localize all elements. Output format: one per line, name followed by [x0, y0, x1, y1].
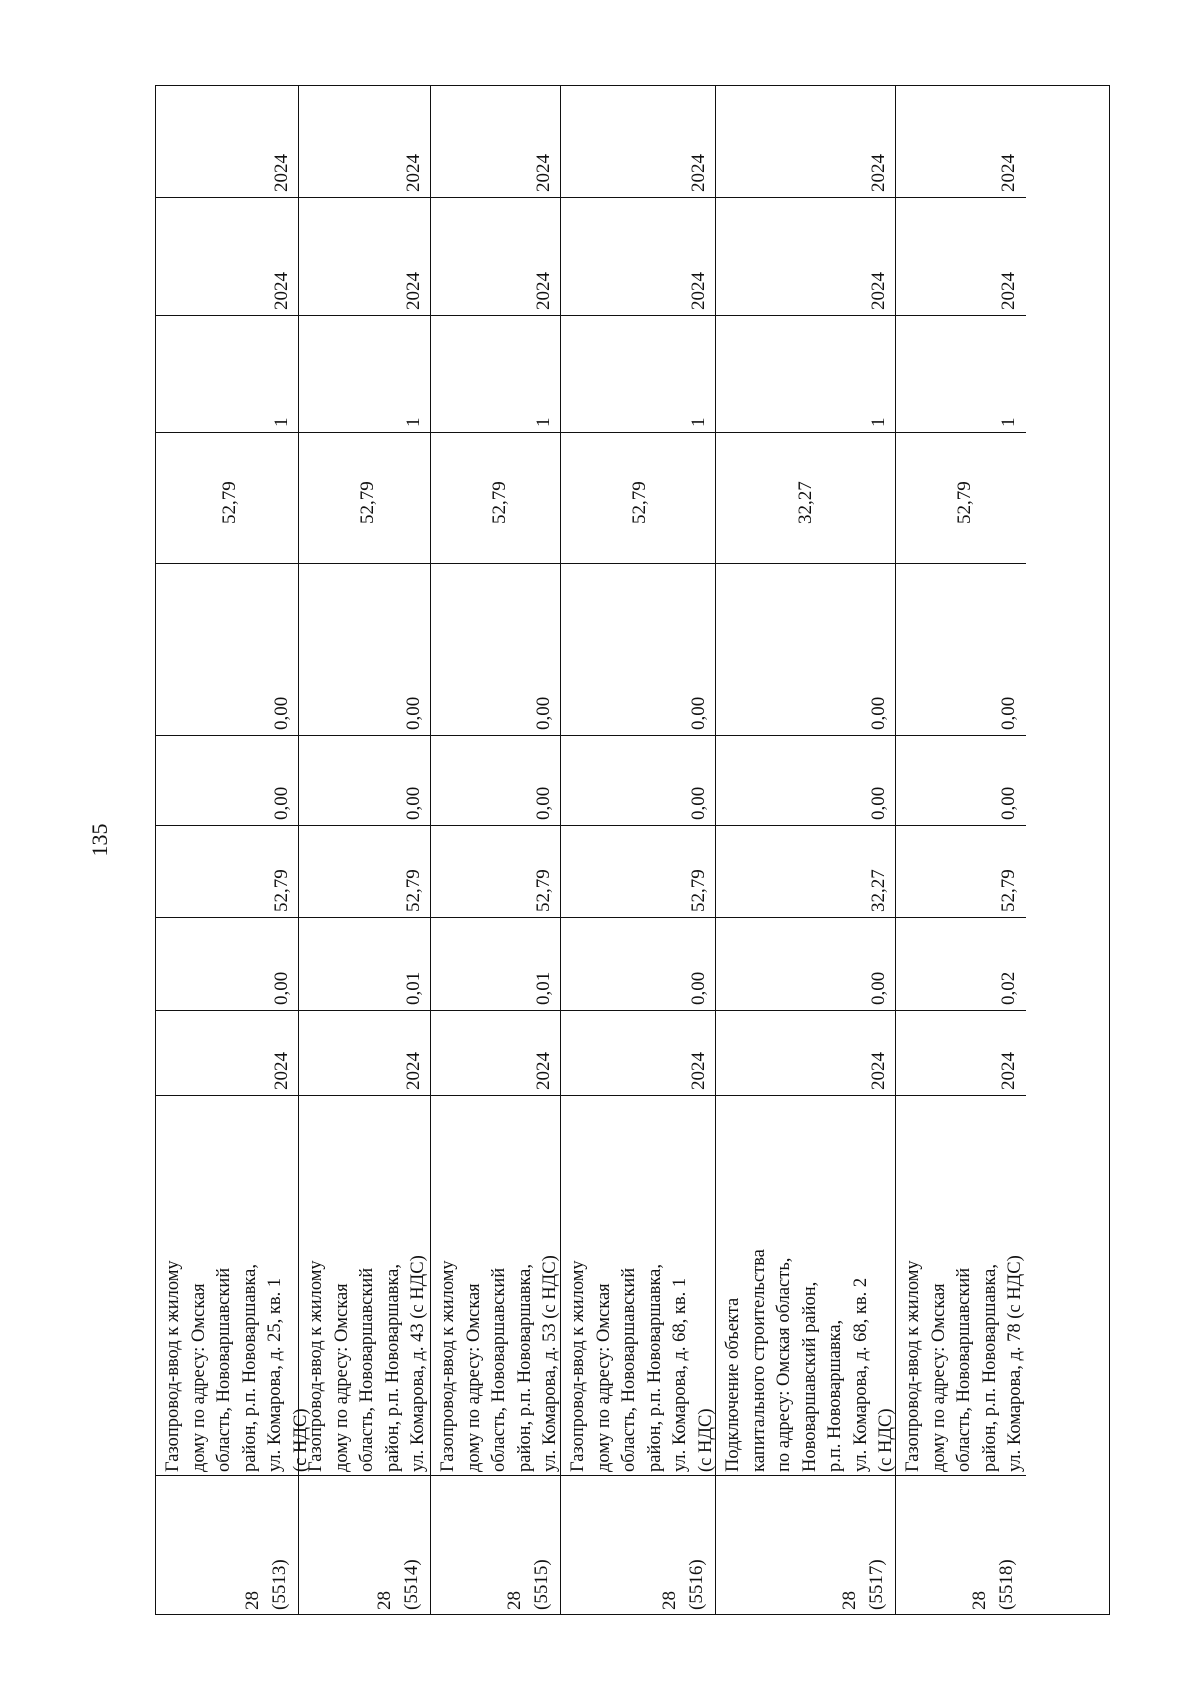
value-1-value: 0,01 — [403, 971, 424, 1005]
quantity-value: 1 — [271, 417, 292, 427]
total-cell — [156, 433, 298, 564]
total-cell — [561, 433, 715, 564]
description-line: капитального строительства — [748, 1249, 769, 1472]
description-line: район, р.п. Нововаршавка, — [382, 1264, 403, 1472]
value-3-value: 0,00 — [868, 786, 889, 820]
year-3-value: 2024 — [868, 154, 889, 192]
page-number — [70, 800, 130, 880]
value-2-value: 52,79 — [271, 869, 292, 912]
total-cell — [299, 433, 430, 564]
description-line: дому по адресу: Омская — [331, 1283, 352, 1472]
total-value: 52,79 — [357, 481, 378, 524]
year-3-cell — [299, 86, 430, 198]
description-line: (с НДС) — [290, 1408, 311, 1472]
start-year-cell — [156, 1011, 298, 1096]
row-number: 28 — [839, 1591, 860, 1610]
value-3-cell — [431, 736, 560, 826]
description-line: ул. Комарова, д. 43 (с НДС) — [408, 1255, 428, 1472]
row-code: (5518) — [996, 1559, 1017, 1610]
year-3-value: 2024 — [403, 154, 424, 192]
value-1-cell — [431, 918, 560, 1011]
value-4-cell — [299, 564, 430, 736]
value-2-value: 52,79 — [533, 869, 554, 912]
description-line: район, р.п. Нововаршавка, — [239, 1264, 260, 1472]
year-2-cell — [561, 198, 715, 316]
description-cell — [156, 1096, 311, 1476]
description-line: дому по адресу: Омская — [188, 1283, 209, 1472]
row-number-cell — [431, 1476, 560, 1614]
total-cell — [716, 433, 895, 564]
description-line: ул. Комарова, д. 53 (с НДС) — [540, 1255, 560, 1472]
description-line: ул. Комарова, д. 68, кв. 1 — [670, 1277, 690, 1472]
description-line: (с НДС) — [695, 1408, 716, 1472]
table-row — [896, 86, 1026, 1614]
start-year-value: 2024 — [271, 1052, 292, 1090]
quantity-value: 1 — [533, 417, 554, 427]
total-value: 52,79 — [954, 481, 975, 524]
value-4-value: 0,00 — [998, 696, 1019, 730]
value-1-value: 0,00 — [688, 971, 709, 1005]
year-3-cell — [156, 86, 298, 198]
row-number-cell — [299, 1476, 430, 1614]
value-4-cell — [716, 564, 895, 736]
value-2-cell — [156, 826, 298, 918]
row-code: (5516) — [686, 1559, 707, 1610]
description-line: (с НДС) — [876, 1408, 896, 1472]
description-line: дому по адресу: Омская — [593, 1283, 614, 1472]
quantity-value: 1 — [688, 417, 709, 427]
description-line: район, р.п. Нововаршавка, — [979, 1264, 1000, 1472]
year-3-cell — [561, 86, 715, 198]
start-year-value: 2024 — [533, 1052, 554, 1090]
value-4-cell — [896, 564, 1026, 736]
description-line: дому по адресу: Омская — [463, 1283, 484, 1472]
description-line: область, Нововаршавский — [619, 1267, 639, 1472]
row-number: 28 — [659, 1591, 680, 1610]
start-year-value: 2024 — [868, 1052, 889, 1090]
table-row — [299, 86, 431, 1614]
row-code: (5513) — [269, 1559, 290, 1610]
value-3-value: 0,00 — [533, 786, 554, 820]
quantity-cell — [299, 316, 430, 433]
value-2-cell — [299, 826, 430, 918]
total-value: 52,79 — [629, 481, 650, 524]
year-3-cell — [716, 86, 895, 198]
description-line: ул. Комарова, д. 68, кв. 2 — [850, 1277, 871, 1472]
row-number: 28 — [242, 1591, 263, 1610]
value-3-cell — [299, 736, 430, 826]
start-year-cell — [431, 1011, 560, 1096]
start-year-cell — [716, 1011, 895, 1096]
value-4-value: 0,00 — [271, 696, 292, 730]
row-number: 28 — [374, 1591, 395, 1610]
year-2-value: 2024 — [533, 272, 554, 310]
value-4-value: 0,00 — [688, 696, 709, 730]
quantity-value: 1 — [868, 417, 889, 427]
year-3-value: 2024 — [688, 154, 709, 192]
description-line: Газопровод-ввод к жилому — [163, 1260, 183, 1472]
quantity-value: 1 — [403, 417, 424, 427]
value-4-cell — [156, 564, 298, 736]
year-2-value: 2024 — [403, 272, 424, 310]
year-3-value: 2024 — [533, 154, 554, 192]
total-value: 52,79 — [219, 481, 240, 524]
year-2-cell — [156, 198, 298, 316]
row-number-cell — [561, 1476, 715, 1614]
start-year-cell — [896, 1011, 1026, 1096]
data-table — [155, 85, 1110, 1615]
description-line: Газопровод-ввод к жилому — [306, 1260, 326, 1472]
description-line: область, Нововаршавский — [954, 1267, 974, 1472]
description-cell — [896, 1096, 1026, 1476]
year-2-value: 2024 — [868, 272, 889, 310]
value-3-cell — [896, 736, 1026, 826]
description-line: по адресу: Омская область, — [774, 1257, 794, 1472]
value-3-cell — [716, 736, 895, 826]
year-3-value: 2024 — [998, 154, 1019, 192]
table-row — [716, 86, 896, 1614]
row-code: (5514) — [401, 1559, 422, 1610]
year-2-cell — [896, 198, 1026, 316]
value-1-cell — [716, 918, 895, 1011]
quantity-cell — [431, 316, 560, 433]
description-line: район, р.п. Нововаршавка, — [644, 1264, 665, 1472]
value-2-cell — [716, 826, 895, 918]
value-3-value: 0,00 — [403, 786, 424, 820]
row-code: (5517) — [866, 1559, 887, 1610]
table-row — [561, 86, 716, 1614]
start-year-value: 2024 — [998, 1052, 1019, 1090]
quantity-cell — [156, 316, 298, 433]
description-line: р.п. Нововаршавка, — [825, 1319, 845, 1472]
value-1-cell — [896, 918, 1026, 1011]
description-line: область, Нововаршавский — [214, 1267, 234, 1472]
value-4-value: 0,00 — [868, 696, 889, 730]
description-line: Нововаршавский район, — [799, 1281, 820, 1472]
value-4-cell — [561, 564, 715, 736]
description-line: ул. Комарова, д. 25, кв. 1 — [265, 1277, 285, 1472]
value-2-cell — [896, 826, 1026, 918]
table-row — [156, 86, 311, 1614]
value-3-cell — [561, 736, 715, 826]
value-2-cell — [561, 826, 715, 918]
row-number: 28 — [504, 1591, 525, 1610]
total-cell — [896, 433, 1026, 564]
year-2-value: 2024 — [271, 272, 292, 310]
value-3-value: 0,00 — [998, 786, 1019, 820]
description-cell — [561, 1096, 715, 1476]
row-number: 28 — [969, 1591, 990, 1610]
value-2-value: 52,79 — [688, 869, 709, 912]
description-line: дому по адресу: Омская — [928, 1283, 949, 1472]
description-cell — [299, 1096, 430, 1476]
quantity-cell — [561, 316, 715, 433]
description-line: Газопровод-ввод к жилому — [568, 1260, 588, 1472]
description-cell — [716, 1096, 895, 1476]
value-3-value: 0,00 — [271, 786, 292, 820]
value-1-cell — [156, 918, 298, 1011]
value-3-value: 0,00 — [688, 786, 709, 820]
description-cell — [431, 1096, 560, 1476]
description-line: Газопровод-ввод к жилому — [903, 1260, 923, 1472]
year-3-value: 2024 — [271, 154, 292, 192]
row-code: (5515) — [531, 1559, 552, 1610]
year-3-cell — [896, 86, 1026, 198]
quantity-cell — [896, 316, 1026, 433]
year-2-value: 2024 — [998, 272, 1019, 310]
year-2-cell — [431, 198, 560, 316]
year-3-cell — [431, 86, 560, 198]
total-value: 52,79 — [489, 481, 510, 524]
total-value: 32,27 — [795, 481, 816, 524]
value-1-value: 0,00 — [271, 971, 292, 1005]
year-2-value: 2024 — [688, 272, 709, 310]
value-3-cell — [156, 736, 298, 826]
table-row — [431, 86, 561, 1614]
description-line: район, р.п. Нововаршавка, — [514, 1264, 535, 1472]
value-4-value: 0,00 — [403, 696, 424, 730]
start-year-cell — [561, 1011, 715, 1096]
row-number-cell — [716, 1476, 895, 1614]
value-4-value: 0,00 — [533, 696, 554, 730]
value-1-value: 0,00 — [868, 971, 889, 1005]
value-1-value: 0,01 — [533, 971, 554, 1005]
description-line: Газопровод-ввод к жилому — [438, 1260, 458, 1472]
start-year-value: 2024 — [403, 1052, 424, 1090]
value-1-value: 0,02 — [998, 971, 1019, 1005]
value-1-cell — [561, 918, 715, 1011]
row-number-cell — [896, 1476, 1026, 1614]
description-line: область, Нововаршавский — [489, 1267, 509, 1472]
description-line: ул. Комарова, д. 78 (с НДС) — [1005, 1255, 1025, 1472]
description-line: область, Нововаршавский — [357, 1267, 377, 1472]
value-2-value: 32,27 — [868, 869, 889, 912]
start-year-cell — [299, 1011, 430, 1096]
value-2-value: 52,79 — [998, 869, 1019, 912]
value-1-cell — [299, 918, 430, 1011]
quantity-cell — [716, 316, 895, 433]
row-number-cell — [156, 1476, 298, 1614]
year-2-cell — [716, 198, 895, 316]
description-line: Подключение объекта — [723, 1297, 743, 1472]
value-2-cell — [431, 826, 560, 918]
total-cell — [431, 433, 560, 564]
year-2-cell — [299, 198, 430, 316]
page-number-text: 135 — [87, 823, 112, 857]
value-4-cell — [431, 564, 560, 736]
value-2-value: 52,79 — [403, 869, 424, 912]
quantity-value: 1 — [998, 417, 1019, 427]
start-year-value: 2024 — [688, 1052, 709, 1090]
